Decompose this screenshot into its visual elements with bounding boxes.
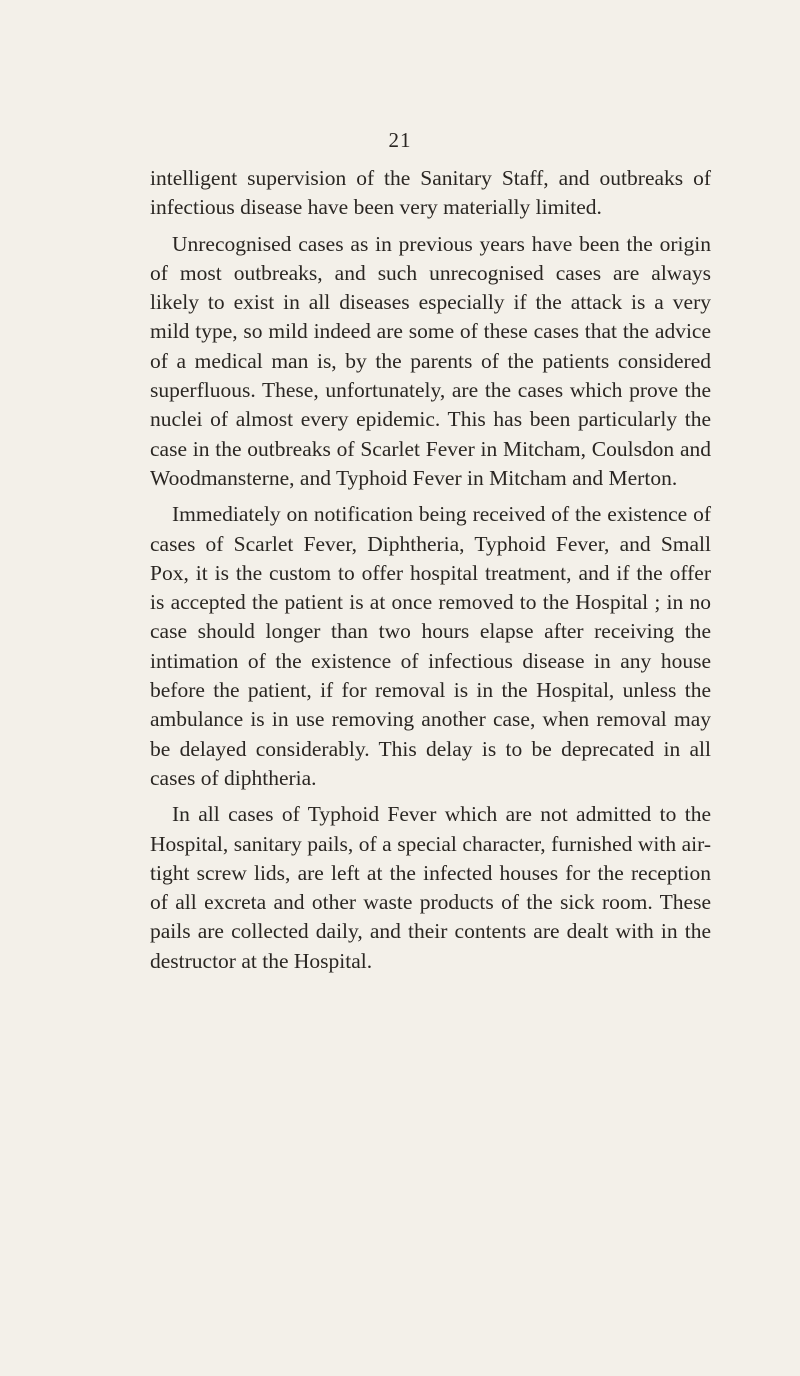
paragraph-hospital-treatment: Immediately on notification being received of the existence of cases of Scarlet Fever, Diphtheria, Typhoid Fever, and Small Pox, it is the custom to offer hospital treatment, and if the offer is accepted the patient is at once removed to the Hospital ; in no case should longer than two hours elapse after receiving the intimation of the existence of infectious disease in any house before the patient, if for removal is in the Hospital, unless the ambulance is in use removing another case, when removal may be delayed considerably. This delay is to be deprecated in all cases of diphtheria. <box>150 502 711 790</box>
paragraph-typhoid-pails: In all cases of Typhoid Fever which are not admitted to the Hospital, sanitary pails, of a special character, furnished with air-tight screw lids, are left at the infected houses for the reception of all excreta and other waste products of the sick room. These pails are collected daily, and their contents are dealt with in the destructor at the Hospital. <box>150 802 711 973</box>
paragraph-unrecognised-cases: Unrecognised cases as in previous years have been the origin of most outbreaks, and such unrecognised cases are always likely to exist in all diseases especially if the attack is a very mild type, so mild indeed are some of these cases that the advice of a medical man is, by the parents of the patients considered superfluous. These, unfortunately, are the cases which prove the nuclei of almost every epidemic. This has been particularly the case in the outbreaks of Scarlet Fever in Mitcham, Coulsdon and Woodmansterne, and Typhoid Fever in Mitcham and Merton. <box>150 231 711 490</box>
paragraph-continuation: intelligent supervision of the Sanitary Staff, and outbreaks of infectious disease have been very materially limited. <box>150 166 711 220</box>
page-number: 21 <box>388 128 412 152</box>
body-text <box>150 164 711 983</box>
